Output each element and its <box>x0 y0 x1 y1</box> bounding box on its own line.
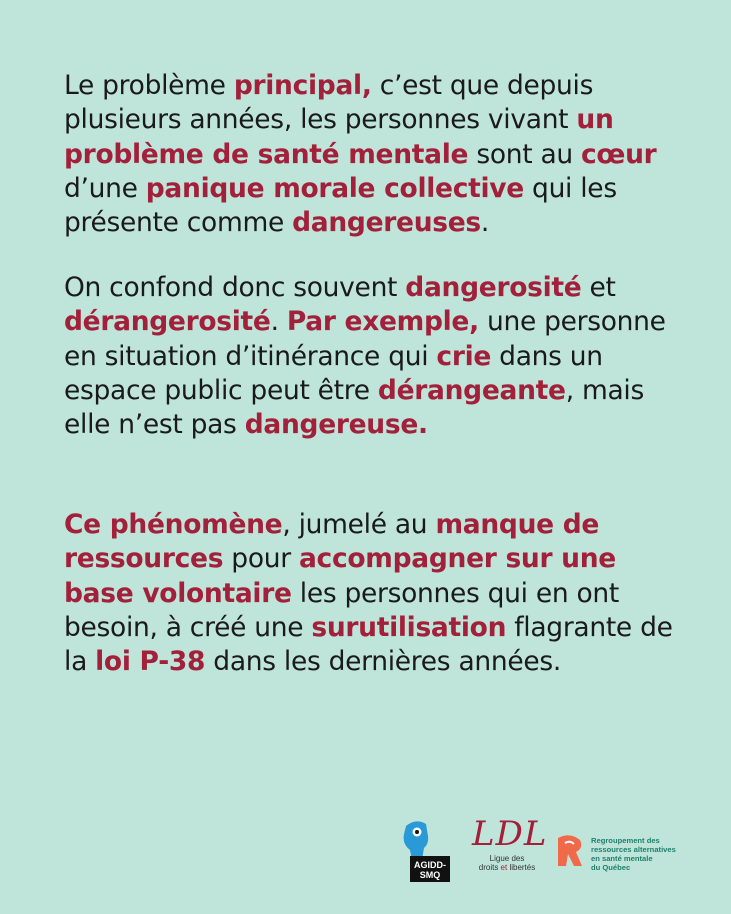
body-text: et <box>581 272 616 303</box>
emphasis-text: panique morale collective <box>145 172 524 204</box>
body-text: dans les dernières années. <box>205 646 562 678</box>
rrasmq-line: Regroupement des <box>591 836 660 845</box>
body-text: flagrante de la <box>64 611 673 678</box>
emphasis-text: dangerosité <box>405 272 582 303</box>
ldl-mark: LDL <box>472 814 548 854</box>
body-text: pour <box>223 543 299 575</box>
body-text: , jumelé au <box>282 509 436 540</box>
body-text: . <box>270 306 287 338</box>
body-text: d’une <box>64 172 146 204</box>
paragraph-3 <box>64 508 684 679</box>
emphasis-text: dérangeante <box>377 374 566 406</box>
emphasis-text: dérangerosité <box>64 306 271 338</box>
agidd-smq-logo <box>398 820 454 886</box>
emphasis-text: crie <box>436 340 492 372</box>
rrasmq-logo-icon <box>556 834 584 868</box>
emphasis-text: cœur <box>581 138 657 170</box>
rrasmq-line: en santé mentale <box>591 854 653 863</box>
emphasis-text: surutilisation <box>311 611 507 643</box>
paragraph-1 <box>64 69 684 240</box>
emphasis-text: manque de ressources <box>64 509 600 575</box>
body-text: On confond donc souvent <box>64 272 406 303</box>
body-text: dans un espace public peut être <box>64 340 603 406</box>
body-text: , mais elle n’est pas <box>64 374 644 441</box>
emphasis-text: accompagner sur une base volontaire <box>64 543 616 609</box>
body-text: qui les présente comme <box>64 172 617 239</box>
partner-logos <box>0 812 731 892</box>
ldl-line2: droits et libertés <box>478 863 536 872</box>
emphasis-text: Ce phénomène <box>64 509 283 540</box>
emphasis-text: dangereuse. <box>244 409 428 441</box>
body-text: c’est que depuis plusieurs années, les personnes vivant <box>64 70 594 136</box>
rrasmq-line: ressources alternatives <box>591 845 676 854</box>
body-text: Le problème <box>64 70 234 101</box>
body-text: une personne en situation d’itinérance qui <box>64 306 666 372</box>
rrasmq-line: du Québec <box>591 863 631 872</box>
emphasis-text: un problème de santé mentale <box>64 104 614 170</box>
emphasis-text: Par exemple, <box>286 306 479 338</box>
agidd-line2: SMQ <box>419 870 441 880</box>
body-text: sont au <box>468 138 582 170</box>
emphasis-text: dangereuses <box>292 207 481 239</box>
paragraph-2 <box>64 271 684 442</box>
ldl-logo <box>472 814 548 888</box>
body-text: . <box>480 207 490 239</box>
agidd-line1: AGIDD- <box>414 860 446 870</box>
body-text: les personnes qui en ont besoin, à créé une <box>64 577 619 643</box>
ldl-line1: Ligue des <box>489 854 525 863</box>
rrasmq-name <box>591 836 711 872</box>
emphasis-text: principal, <box>233 70 372 101</box>
emphasis-text: loi P-38 <box>95 646 206 678</box>
